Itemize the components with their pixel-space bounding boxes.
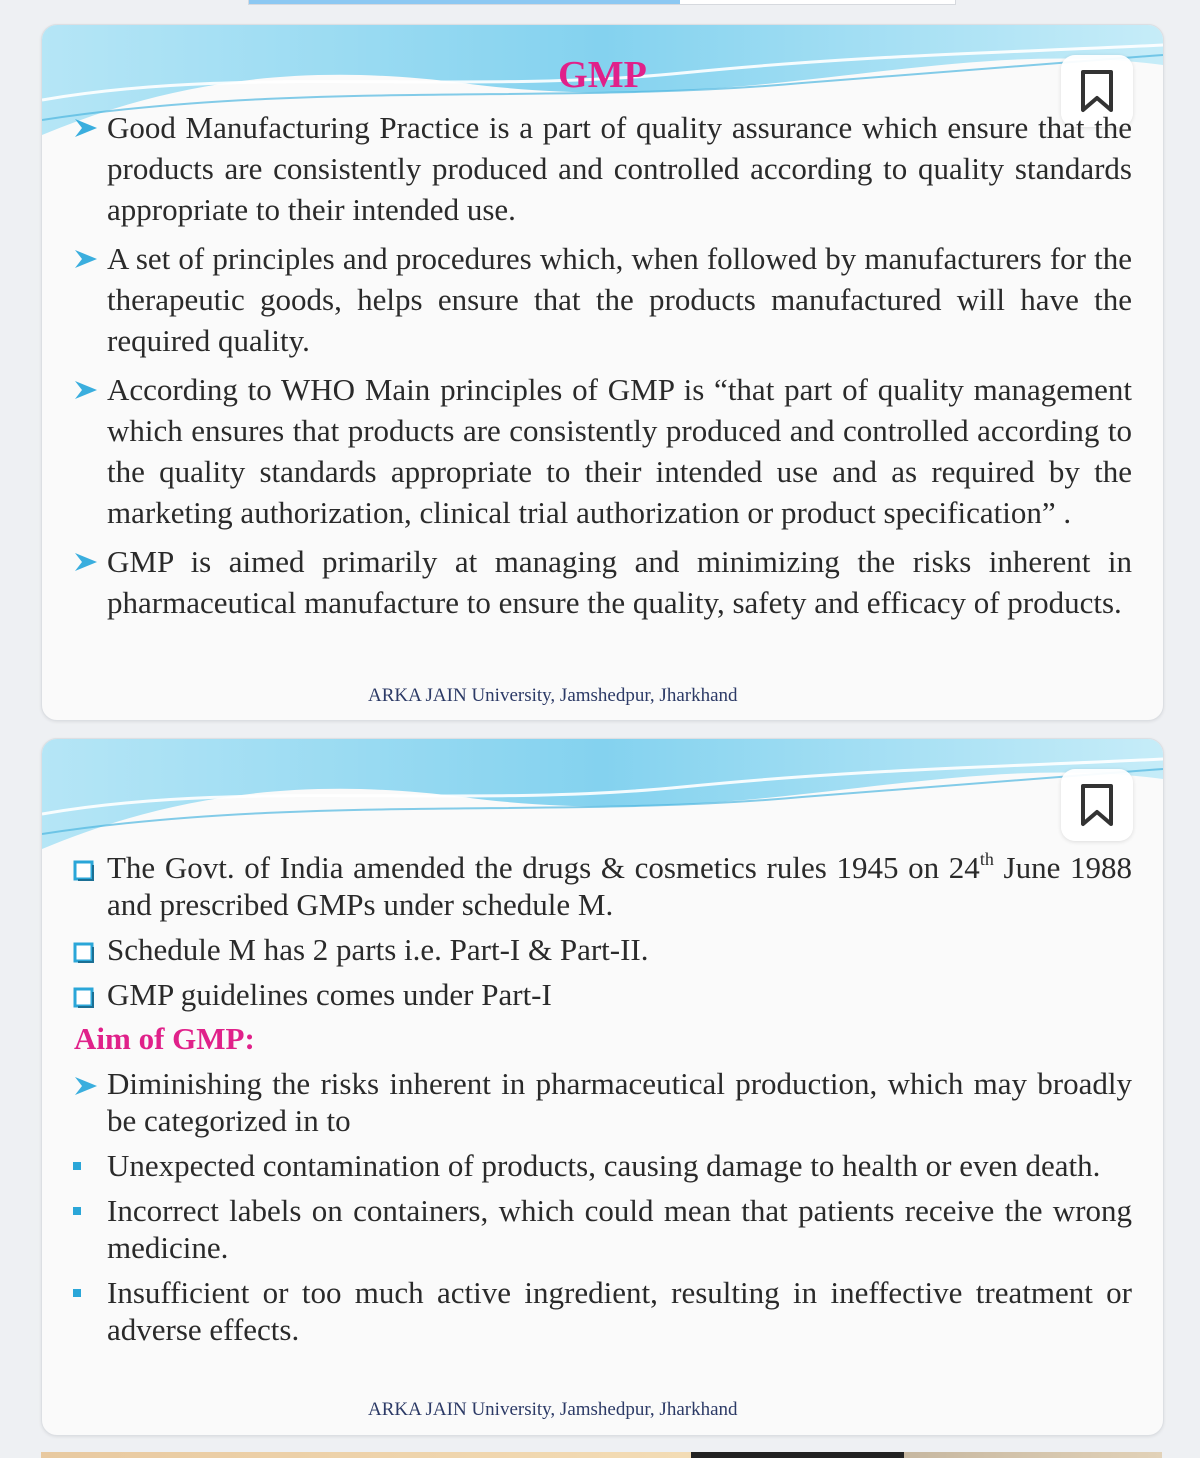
slide-gmp-definition (41, 24, 1164, 721)
bullet-text: Incorrect labels on containers, which could mean that patients receive the wrong medicine. (107, 1193, 1132, 1265)
list-item (107, 541, 1132, 623)
section-heading: Aim of GMP: (74, 1021, 255, 1056)
risk-sub-list (42, 1147, 1132, 1356)
aim-bullet-list (42, 1065, 1132, 1139)
slide-title: GMP (558, 54, 647, 96)
header-wave-decoration (42, 739, 1163, 859)
list-item (107, 1274, 1132, 1348)
arrow-bullet-icon (73, 379, 99, 401)
list-item (107, 849, 1132, 923)
list-item (107, 369, 1132, 533)
list-item (107, 1065, 1132, 1139)
arrow-bullet-icon (73, 551, 99, 573)
dot-bullet-icon (73, 1162, 81, 1170)
arrow-bullet-icon (73, 1075, 99, 1097)
dot-bullet-icon (73, 1289, 81, 1297)
list-item (107, 1192, 1132, 1266)
bullet-text-part: The Govt. of India amended the drugs & cosmetics rules 1945 on 24 (107, 850, 980, 885)
arrow-bullet-icon (73, 117, 99, 139)
square-bullet-icon (73, 942, 95, 964)
slide-schedule-m-aim (41, 738, 1164, 1436)
list-item (107, 1147, 1132, 1184)
bullet-text: Good Manufacturing Practice is a part of quality assurance which ensure that the products are consistently produced and controlled according to quality standards appropriate to their intended use. (107, 110, 1132, 227)
square-bullet-icon (73, 987, 95, 1009)
ordinal-superscript: th (979, 849, 994, 869)
bullet-text: A set of principles and procedures which, when followed by manufacturers for the therapeutic goods, helps ensure that the products manufactured will have the required quality. (107, 241, 1132, 358)
scroll-progress-bar (248, 0, 956, 5)
bullet-list (42, 107, 1132, 631)
list-item (107, 238, 1132, 361)
list-item (107, 107, 1132, 230)
list-item (107, 931, 1132, 968)
next-slide-edge[interactable] (41, 1452, 1162, 1458)
bullet-text: Schedule M has 2 parts i.e. Part-I & Part-II. (107, 932, 649, 967)
bullet-text-part: June 1988 and prescribed GMPs under schedule M. (107, 850, 1132, 922)
bullet-text: GMP is aimed primarily at managing and minimizing the risks inherent in pharmaceutical manufacture to ensure the quality, safety and efficacy of products. (107, 544, 1132, 620)
slide-footer: ARKA JAIN University, Jamshedpur, Jharkhand (368, 1399, 738, 1420)
bullet-text: Insufficient or too much active ingredient, resulting in ineffective treatment or adverse effects. (107, 1275, 1132, 1347)
bookmark-button[interactable] (1061, 769, 1133, 841)
slide-footer: ARKA JAIN University, Jamshedpur, Jharkhand (368, 685, 738, 706)
square-bullet-list (42, 849, 1132, 1021)
bookmark-icon (1079, 783, 1115, 827)
bullet-text: According to WHO Main principles of GMP is “that part of quality management which ensures that products are consistently produced and controlled according to the quality standards appropriate to their intended use and as required by the marketing authorization, clinical trial authorization or product specification” . (107, 372, 1132, 530)
bullet-text (107, 849, 1132, 923)
square-bullet-icon (73, 860, 95, 882)
dot-bullet-icon (73, 1207, 81, 1215)
bullet-text: Unexpected contamination of products, causing damage to health or even death. (107, 1148, 1101, 1183)
bullet-text: Diminishing the risks inherent in pharmaceutical production, which may broadly be categorized in to (107, 1066, 1132, 1138)
arrow-bullet-icon (73, 248, 99, 270)
bullet-text: GMP guidelines comes under Part-I (107, 977, 552, 1012)
list-item (107, 976, 1132, 1013)
scroll-progress-fill (249, 0, 680, 4)
